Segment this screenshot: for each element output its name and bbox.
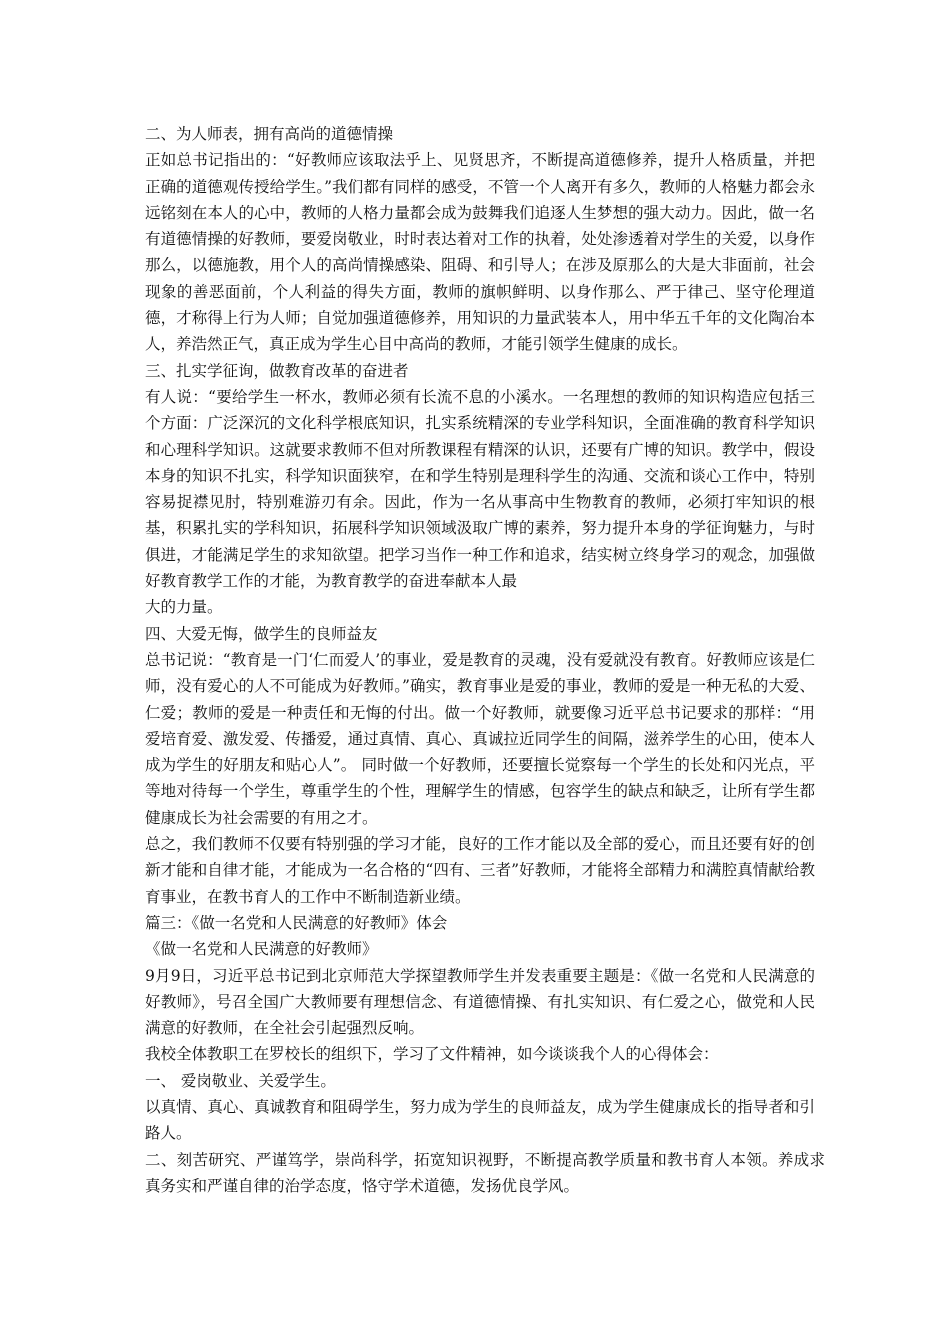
section-heading-3: 三、扎实学征询，做教育改革的奋进者 xyxy=(145,361,409,380)
paragraph-conclusion: 总之，我们教师不仅要有特别强的学习才能，良好的工作才能以及全部的爱心，而且还要有好的创新才能和自律才能，才能成为一名合格的“四有、三者”好教师，才能将全部精力和满腔真情献给教育事业，在教书育人的工作中不断制造新业绩。 xyxy=(145,835,815,906)
article-three-subtitle: 《做一名党和人民满意的好教师》 xyxy=(145,940,378,959)
article-three-title: 篇三：《做一名党和人民满意的好教师》体会 xyxy=(145,913,448,932)
section-heading-2: 二、为人师表，拥有高尚的道德情操 xyxy=(145,125,394,143)
point-one-heading: 一、 爱岗敬业、关爱学生。 xyxy=(145,1071,336,1090)
paragraph-knowledge-tail: 大的力量。 xyxy=(145,598,223,617)
paragraph-speech: 9月9日，习近平总书记到北京师范大学探望教师学生并发表重要主题是：《做一名党和人民满意的好教师》，号召全国广大教师要有理想信念、有道德情操、有扎实知识、有仁爱之心，做党和人民满意的好教师，在全社会引起强烈反响。 xyxy=(145,966,815,1038)
paragraph-love: 总书记说：“教育是一门‘仁而爱人’的事业，爱是教育的灵魂，没有爱就没有教育。好教师应该是仁师，没有爱心的人不可能成为好教师。”确实，教育事业是爱的事业，教师的爱是一种无私的大爱、仁爱；教师的爱是一种责任和无悔的付出。做一个好教师，就要像习近平总书记要求的那样：“用爱培育爱、激发爱、传播爱，通过真情、真心、真诚拉近同学生的间隔，滋养学生的心田，使本人成为学生的好朋友和贴心人”。 同时做一个好教师，还要擅长觉察每一个学生的长处和闪光点，平等地对待每一个学生，尊重学生的个性，理解学生的情感，包容学生的缺点和缺乏，让所有学生都健康成长为社会需要的有用之才。 xyxy=(145,650,815,827)
paragraph-study: 我校全体教职工在罗校长的组织下，学习了文件精神，如今谈谈我个人的心得体会： xyxy=(145,1045,719,1064)
paragraph-point-two: 二、刻苦研究、严谨笃学，崇尚科学，拓宽知识视野，不断提高教学质量和教书育人本领。养成求真务实和严谨自律的治学态度，恪守学术道德，发扬优良学风。 xyxy=(145,1150,825,1195)
paragraph-point-one: 以真情、真心、真诚教育和阻碍学生，努力成为学生的良师益友，成为学生健康成长的指导者和引路人。 xyxy=(145,1097,815,1143)
paragraph-knowledge: 有人说：“要给学生一杯水，教师必须有长流不息的小溪水。一名理想的教师的知识构造应包括三个方面：广泛深沉的文化科学根底知识，扎实系统精深的专业学科知识，全面准确的教育科学知识和心理科学知识。这就要求教师不但对所教课程有精深的认识，还要有广博的知识。教学中，假设本身的知识不扎实，科学知识面狭窄，在和学生特别是理科学生的沟通、交流和谈心工作中，特别容易捉襟见肘，特别难游刃有余。因此，作为一名从事高中生物教育的教师，必须打牢知识的根基，积累扎实的学科知识，拓展科学知识领域汲取广博的素养，努力提升本身的学征询魅力，与时俱进，才能满足学生的求知欲望。把学习当作一种工作和追求，结实树立终身学习的观念，加强做好教育教学工作的才能，为教育教学的奋进奉献本人最 xyxy=(145,387,815,591)
document-body xyxy=(145,121,825,1199)
paragraph-moral-character: 正如总书记指出的：“好教师应该取法乎上、见贤思齐，不断提高道德修养，提升人格质量，并把正确的道德观传授给学生。”我们都有同样的感受，不管一个人离开有多久，教师的人格魅力都会永远铭刻在本人的心中，教师的人格力量都会成为鼓舞我们追逐人生梦想的强大动力。因此，做一名有道德情操的好教师，要爱岗敬业，时时表达着对工作的执着，处处渗透着对学生的关爱，以身作那么，以德施教，用个人的高尚情操感染、阻碍、和引导人；在涉及原那么的大是大非面前，社会现象的善恶面前，个人利益的得失方面，教师的旗帜鲜明、以身作那么、严于律己、坚守伦理道德，才称得上行为人师；自觉加强道德修养，用知识的力量武装本人，用中华五千年的文化陶冶本人，养浩然正气，真正成为学生心目中高尚的教师，才能引领学生健康的成长。 xyxy=(145,151,815,354)
section-heading-4: 四、大爱无悔，做学生的良师益友 xyxy=(145,624,378,643)
